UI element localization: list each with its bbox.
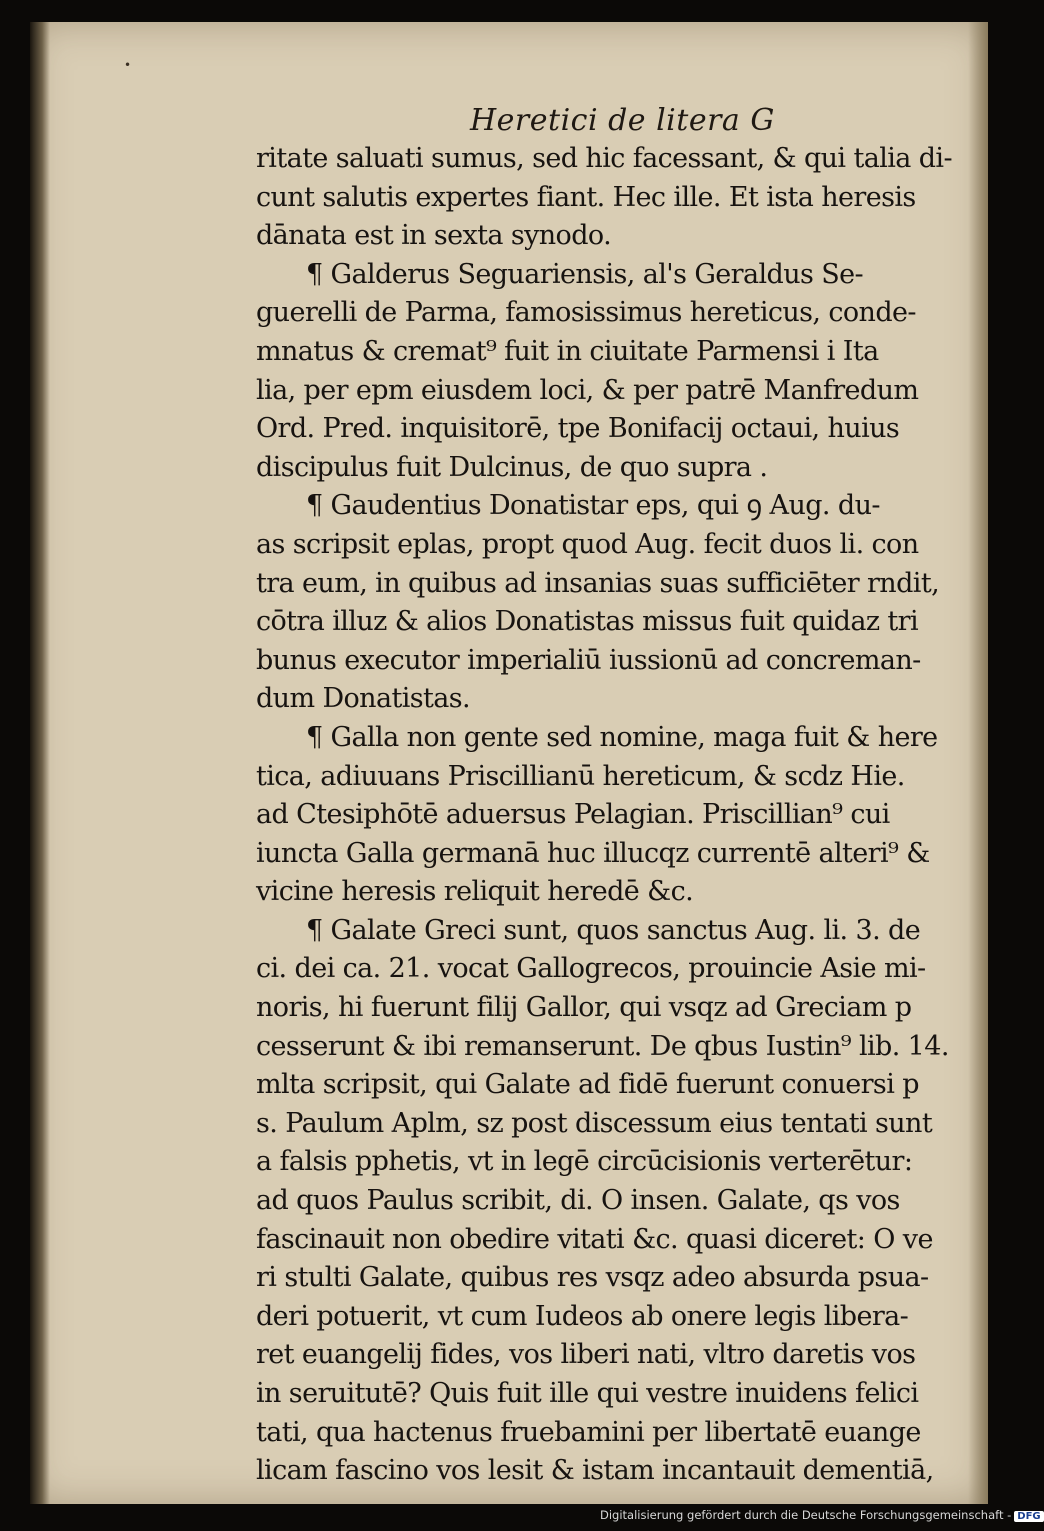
text-line: guerelli de Parma, famosissimus hereticus, conde- xyxy=(256,297,916,329)
page-gutter-shadow xyxy=(30,22,50,1504)
text-line: tica, adiuuans Priscillianū hereticum, & scdz Hie. xyxy=(256,760,905,792)
credit-text: Digitalisierung gefördert durch die Deutsche Forschungsgemeinschaft - xyxy=(600,1508,1012,1522)
text-line: tra eum, in quibus ad insanias suas sufficiēter rndit, xyxy=(256,567,940,599)
text-line: cunt salutis expertes fiant. Hec ille. Et ista heresis xyxy=(256,181,916,213)
text-line: cōtra illuz & alios Donatistas missus fuit quidaz tri xyxy=(256,606,919,638)
running-head: Heretici de litera G xyxy=(470,103,775,138)
text-line: discipulus fuit Dulcinus, de quo supra . xyxy=(256,451,768,483)
text-line: ¶ Gaudentius Donatistar eps, qui ꝯ Aug. du- xyxy=(306,490,880,522)
text-line: vicine heresis reliquit heredē &c. xyxy=(256,876,694,908)
text-line: dānata est in sexta synodo. xyxy=(256,220,612,252)
digitization-credit xyxy=(600,1508,1041,1522)
text-line: bunus executor imperialiū iussionū ad concreman- xyxy=(256,644,921,676)
text-line: tati, qua hactenus fruebamini per libertatē euange xyxy=(256,1416,921,1448)
text-line: ad Ctesiphōtē aduersus Pelagian. Priscillian⁹ cui xyxy=(256,799,890,831)
text-block xyxy=(256,140,952,1491)
text-line: in seruitutē? Quis fuit ille qui vestre inuidens felici xyxy=(256,1378,919,1409)
text-line: ritate saluati sumus, sed hic facessant, & qui talia di- xyxy=(256,143,952,174)
text-line: deri potuerit, vt cum Iudeos ab onere legis libera- xyxy=(256,1300,909,1332)
text-line: Ord. Pred. inquisitorē, tpe Bonifacij octaui, huius xyxy=(256,413,900,445)
text-line: noris, hi fuerunt filij Gallor, qui vsqz ad Greciam p xyxy=(256,992,912,1024)
text-line: a falsis pphetis, vt in legē circūcisionis verterētur: xyxy=(256,1146,913,1178)
text-line: ¶ Galla non gente sed nomine, maga fuit & here xyxy=(306,721,938,753)
page-edge-shadow xyxy=(968,22,988,1504)
text-line: lia, per epm eiusdem loci, & per patrē Manfredum xyxy=(256,374,919,406)
text-line: licam fascino vos lesit & istam incantauit dementiā, xyxy=(256,1455,934,1487)
text-line: s. Paulum Aplm, sz post discessum eius tentati sunt xyxy=(256,1107,933,1139)
text-line: as scripsit eplas, propt quod Aug. fecit duos li. con xyxy=(256,528,919,560)
text-line: cesserunt & ibi remanserunt. De qbus Iustin⁹ lib. 14. xyxy=(256,1030,949,1062)
ink-speck: • xyxy=(124,58,132,72)
text-line: ri stulti Galate, quibus res vsqz adeo absurda psua- xyxy=(256,1262,929,1294)
text-line: iuncta Galla germanā huc illucqz currentē alteri⁹ & xyxy=(256,837,930,869)
text-line: fascinauit non obedire vitati &c. quasi diceret: O ve xyxy=(256,1223,933,1255)
text-line: ret euangelij fides, vos liberi nati, vltro daretis vos xyxy=(256,1339,916,1371)
text-line: ¶ Galderus Seguariensis, al's Geraldus Se- xyxy=(306,258,864,290)
text-line: ad quos Paulus scribit, di. O insen. Galate, qs vos xyxy=(256,1185,900,1217)
text-line: mnatus & cremat⁹ fuit in ciuitate Parmensi i Ita xyxy=(256,335,879,367)
text-line: ¶ Galate Greci sunt, quos sanctus Aug. li. 3. de xyxy=(306,914,921,946)
text-line: dum Donatistas. xyxy=(256,683,470,715)
text-line: mlta scripsit, qui Galate ad fidē fuerunt conuersi p xyxy=(256,1069,919,1101)
text-line: ci. dei ca. 21. vocat Gallogrecos, prouincie Asie mi- xyxy=(256,953,926,985)
dfg-logo: DFG xyxy=(1014,1511,1043,1522)
